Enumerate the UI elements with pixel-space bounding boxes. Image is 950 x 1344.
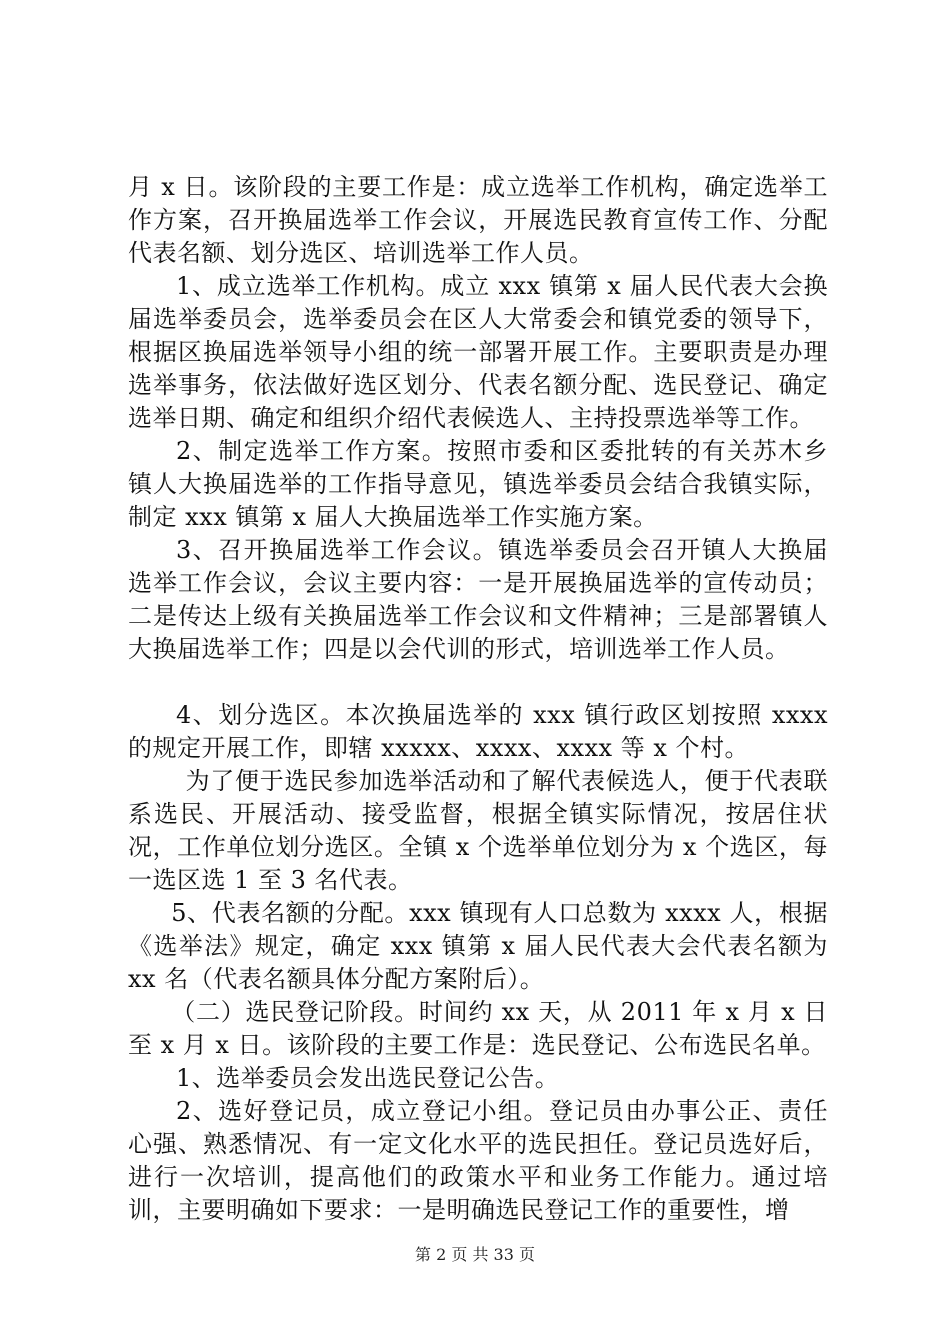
paragraph-voter-item-1: 1、选举委员会发出选民登记公告。 xyxy=(176,1064,560,1092)
paragraph-continuation: 月 x 日。该阶段的主要工作是：成立选举工作机构，确定选举工作方案，召开换届选举工作会议，开展选民教育宣传工作、分配代表名额、划分选区、培训选举工作人员。 xyxy=(128,173,828,267)
paragraph-item-3: 3、召开换届选举工作会议。镇选举委员会召开镇人大换届选举工作会议，会议主要内容：一是开展换届选举的宣传动员；二是传达上级有关换届选举工作会议和文件精神；三是部署镇人大换届选举工作；四是以会代训的形式，培训选举工作人员。 xyxy=(128,536,828,663)
paragraph-item-2: 2、制定选举工作方案。按照市委和区委批转的有关苏木乡镇人大换届选举的工作指导意见，镇选举委员会结合我镇实际，制定 xxx 镇第 x 届人大换届选举工作实施方案。 xyxy=(128,437,828,531)
document-body xyxy=(128,171,828,1227)
paragraph-item-4: 4、划分选区。本次换届选举的 xxx 镇行政区划按照 xxxx 的规定开展工作，即辖 xxxxx、xxxx、xxxx 等 x 个村。 xyxy=(128,701,828,762)
paragraph-section-2: （二）选民登记阶段。时间约 xx 天，从 2011 年 x 月 x 日至 x 月 x 日。该阶段的主要工作是：选民登记、公布选民名单。 xyxy=(128,998,828,1059)
paragraph-item-1: 1、成立选举工作机构。成立 xxx 镇第 x 届人民代表大会换届选举委员会，选举委员会在区人大常委会和镇党委的领导下，根据区换届选举领导小组的统一部署开展工作。主要职责是办理选举事务，依法做好选区划分、代表名额分配、选民登记、确定选举日期、确定和组织介绍代表候选人、主持投票选举等工作。 xyxy=(128,272,828,432)
page-footer: 第 2 页 共 33 页 xyxy=(415,1245,535,1264)
paragraph-item-5: 5、代表名额的分配。xxx 镇现有人口总数为 xxxx 人，根据《选举法》规定，确定 xxx 镇第 x 届人民代表大会代表名额为 xx 名（代表名额具体分配方案附后）。 xyxy=(128,899,828,993)
paragraph-voter-item-2: 2、选好登记员，成立登记小组。登记员由办事公正、责任心强、熟悉情况、有一定文化水平的选民担任。登记员选好后，进行一次培训，提高他们的政策水平和业务工作能力。通过培训，主要明确如下要求：一是明确选民登记工作的重要性，增 xyxy=(128,1097,828,1224)
paragraph-district-detail: 为了便于选民参加选举活动和了解代表候选人，便于代表联系选民、开展活动、接受监督，根据全镇实际情况，按居住状况，工作单位划分选区。全镇 x 个选举单位划分为 x 个选区，每一选区选 1 至 3 名代表。 xyxy=(128,767,828,894)
